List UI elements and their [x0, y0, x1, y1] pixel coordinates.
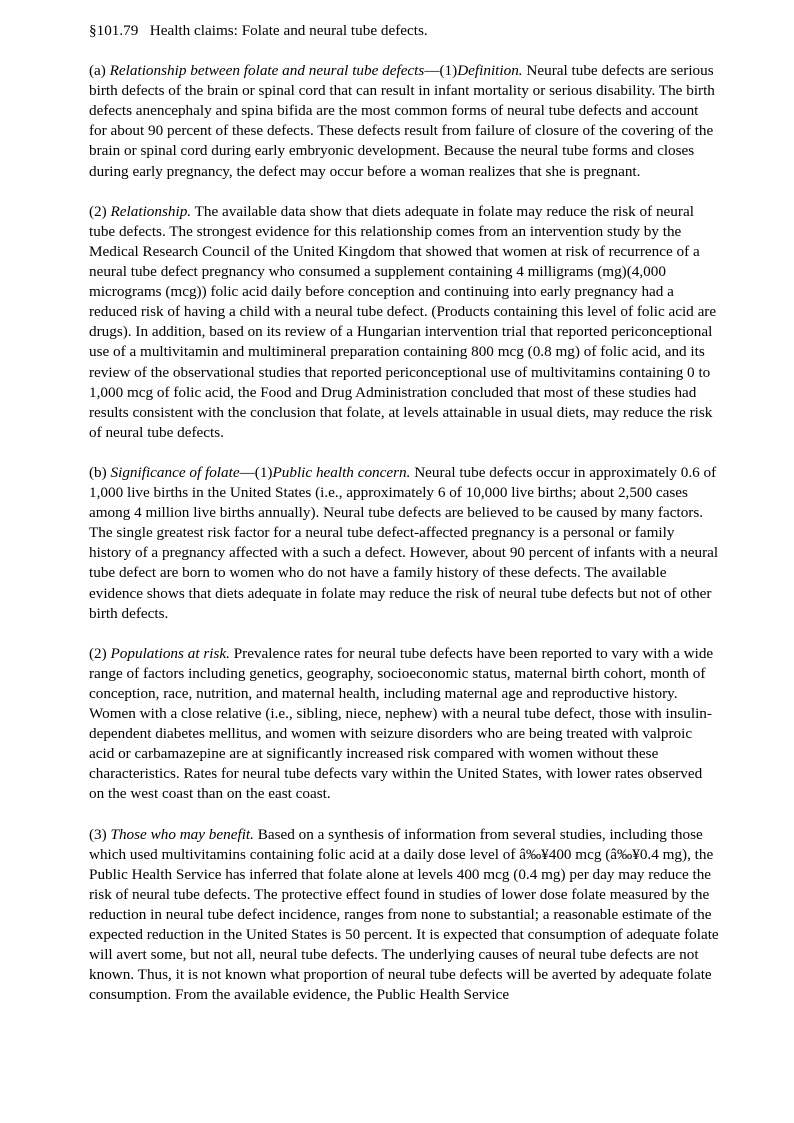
paragraph-mid: —(1)	[424, 62, 458, 80]
paragraph-body: Based on a synthesis of information from several studies, including those which used multivitamins containing folic acid at a daily dose level of â‰¥400 mcg (â‰¥0.4 mg), the Public Health Service has inferred that folate alone at levels 400 mcg (0.4 mg) per day may reduce the risk of neural tube defects. The protective effect found in studies of lower dose folate measured by the reduction in neural tube defect incidence, ranges from none to substantial; a reasonable estimate of the expected reduction in the United States is 50 percent. It is expected that consumption of adequate folate will avert some, but not all, neural tube defects. The underlying causes of neural tube defects are not known. Thus, it is not known what proportion of neural tube defects will be averted by adequate folate consumption. From the available evidence, the Public Health Service	[89, 825, 719, 1004]
paragraph-mid: —(1)	[239, 463, 273, 481]
paragraph-heading: Relationship between folate and neural tube defects	[109, 62, 425, 80]
paragraph-prefix: (a)	[89, 62, 110, 80]
paragraph-subheading: Public health concern.	[272, 463, 411, 481]
paragraph-prefix: (b)	[89, 463, 111, 481]
paragraph-body: Neural tube defects are serious birth defects of the brain or spinal cord that can result in infant mortality or serious disability. The birth defects anencephaly and spina bifida are the most common forms of neural tube defects and account for about 90 percent of these defects. These defects result from failure of closure of the covering of the brain or spinal cord during early embryonic development. Because the neural tube forms and closes during early pregnancy, the defect may occur before a woman realizes that she is pregnant.	[89, 62, 715, 180]
section-title: §101.79 Health claims: Folate and neural tube defects.	[89, 22, 428, 39]
paragraph-b-2	[89, 644, 719, 805]
paragraph-subheading: Definition.	[457, 62, 523, 80]
paragraph-body: Prevalence rates for neural tube defects have been reported to vary with a wide range of factors including genetics, geography, socioeconomic status, maternal birth cohort, month of conception, race, nutrition, and maternal health, including maternal age and reproductive history. Women with a close relative (i.e., sibling, niece, nephew) with a neural tube defect, those with insulin-dependent diabetes mellitus, and women with seizure disorders who are being treated with valproic acid or carbamazepine are at significantly increased risk compared with women without these characteristics. Rates for neural tube defects vary within the United States, with lower rates observed on the west coast than on the east coast.	[89, 644, 714, 803]
paragraph-body: The available data show that diets adequate in folate may reduce the risk of neural tube defects. The strongest evidence for this relationship comes from an intervention study by the Medical Research Council of the United Kingdom that showed that women at risk of recurrence of a neural tube defect pregnancy who consumed a supplement containing 4 milligrams (mg)(4,000 micrograms (mcg)) folic acid daily before conception and continuing into early pregnancy had a reduced risk of having a child with a neural tube defect. (Products containing this level of folic acid are drugs). In addition, based on its review of a Hungarian intervention trial that reported periconceptional use of a multivitamin and multimineral preparation containing 800 mcg (0.8 mg) of folic acid, and its review of the observational studies that reported periconceptional use of multivitamins containing 0 to 1,000 mcg of folic acid, the Food and Drug Administration concluded that most of these studies had results consistent with the conclusion that folate, at levels attainable in usual diets, may reduce the risk of neural tube defects.	[89, 202, 717, 441]
paragraph-prefix: (2)	[89, 644, 111, 662]
paragraph-heading: Those who may benefit.	[110, 825, 254, 843]
paragraph-prefix: (3)	[89, 825, 111, 843]
paragraph-b-1	[89, 463, 719, 624]
paragraph-b-3	[89, 825, 719, 1006]
paragraph-heading: Populations at risk.	[110, 644, 230, 662]
paragraph-a-2	[89, 202, 719, 443]
paragraph-prefix: (2)	[89, 202, 111, 220]
paragraph-heading: Relationship.	[110, 202, 192, 220]
paragraph-body: Neural tube defects occur in approximately 0.6 of 1,000 live births in the United States (i.e., approximately 6 of 10,000 live births; about 2,500 cases among 4 million live births annually). Neural tube defects are believed to be caused by many factors. The single greatest risk factor for a neural tube defect-affected pregnancy is a personal or family history of a pregnancy affected with a such a defect. However, about 90 percent of infants with a neural tube defect are born to women who do not have a family history of these defects. The available evidence shows that diets adequate in folate may reduce the risk of neural tube defects but not of other birth defects.	[89, 463, 719, 622]
paragraph-heading: Significance of folate	[110, 463, 240, 481]
document-page	[89, 21, 719, 1026]
paragraph-a-1	[89, 61, 719, 182]
